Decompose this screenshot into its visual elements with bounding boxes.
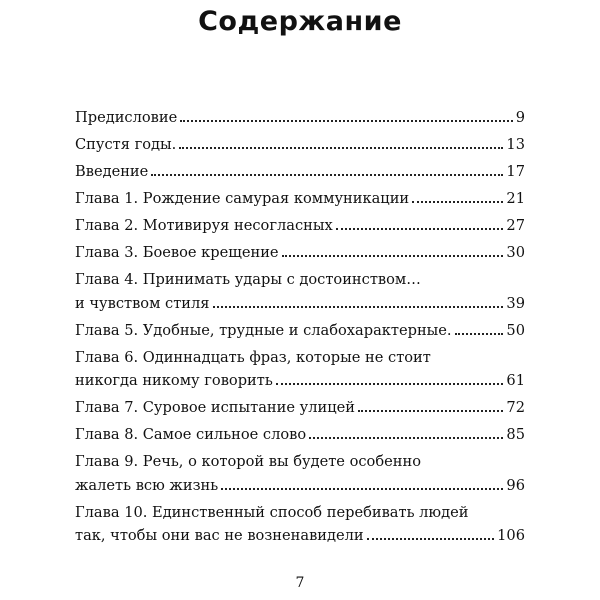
toc-entry-title: Глава 8. Самое сильное слово <box>75 426 307 443</box>
toc-entry <box>75 423 525 447</box>
dot-leader <box>455 333 504 335</box>
toc-entry <box>75 241 525 265</box>
toc-entry <box>75 396 525 420</box>
dot-leader <box>412 201 503 203</box>
toc-entry-page: 9 <box>515 109 525 126</box>
dot-leader <box>213 306 504 308</box>
toc-entry <box>75 160 525 184</box>
toc-entry <box>75 319 525 343</box>
toc-entry <box>75 214 525 238</box>
dot-leader <box>221 488 503 490</box>
toc-entry-title: Глава 2. Мотивируя несогласных <box>75 217 333 234</box>
toc-entry-title: Глава 5. Удобные, трудные и слабохарактерные. <box>75 321 452 339</box>
toc-entry <box>75 106 525 130</box>
toc-entry-title: так, чтобы они вас не возненавидели <box>75 527 364 544</box>
dot-leader <box>276 383 504 385</box>
toc-entry <box>75 501 525 548</box>
toc-entry <box>75 450 525 497</box>
toc-entry-title: Введение <box>75 163 149 180</box>
toc-entry-page: 17 <box>506 163 525 180</box>
toc-entry-title: жалеть всю жизнь <box>75 476 219 494</box>
toc-entry <box>75 187 525 211</box>
page-number: 7 <box>295 575 305 591</box>
toc-entry-page: 50 <box>506 321 525 339</box>
toc-entry-page: 39 <box>506 294 525 312</box>
toc-entry-page: 21 <box>506 190 525 207</box>
toc-entry-title: Глава 3. Боевое крещение <box>75 244 279 261</box>
toc-entry-page: 85 <box>506 426 525 443</box>
toc-entry <box>75 268 525 315</box>
dot-leader <box>309 437 503 439</box>
toc-entry-title: Предисловие <box>75 109 178 126</box>
toc-entry-title: никогда никому говорить <box>75 372 273 389</box>
toc-entry-title-line1: Глава 9. Речь, о которой вы будете особенно <box>75 453 421 470</box>
dot-leader <box>180 120 512 122</box>
toc-entry <box>75 133 525 157</box>
dot-leader <box>151 174 503 176</box>
toc-entry-page: 72 <box>506 399 525 416</box>
toc-entry-page: 13 <box>506 136 525 153</box>
dot-leader <box>282 255 504 257</box>
toc-entry-title-line1: Глава 6. Одиннадцать фраз, которые не стоит <box>75 348 431 366</box>
toc-entry <box>75 346 525 393</box>
toc-entry-title-line1: Глава 10. Единственный способ перебивать людей <box>75 503 469 521</box>
dot-leader <box>336 228 504 230</box>
toc-entry-page: 96 <box>506 476 525 494</box>
toc-entry-page: 30 <box>506 244 525 261</box>
toc-entry-page: 61 <box>506 372 525 389</box>
dot-leader <box>179 147 503 149</box>
toc-entry-title-line1: Глава 4. Принимать удары с достоинством… <box>75 271 421 288</box>
toc-entry-title: Спустя годы. <box>75 136 177 153</box>
table-of-contents <box>75 106 525 551</box>
toc-entry-title: Глава 1. Рождение самурая коммуникации <box>75 190 410 207</box>
dot-leader <box>367 538 494 540</box>
toc-entry-title: и чувством стиля <box>75 294 210 312</box>
dot-leader <box>358 410 503 412</box>
page-title: Содержание <box>198 6 402 37</box>
toc-entry-title: Глава 7. Суровое испытание улицей <box>75 399 355 416</box>
toc-entry-page: 106 <box>497 527 525 544</box>
toc-entry-page: 27 <box>506 217 525 234</box>
